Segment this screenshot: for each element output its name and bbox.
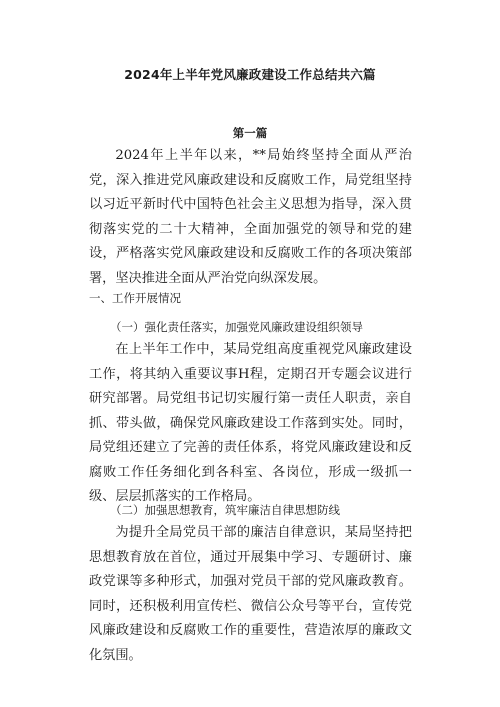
subsection-heading-2: （二）加强思想教育，筑牢廉洁自律思想防线 <box>110 503 340 517</box>
document-title: 2024年上半年党风廉政建设工作总结共六篇 <box>124 67 376 82</box>
subsection-heading-1: （一）强化责任落实，加强党风廉政建设组织领导 <box>110 320 363 334</box>
heading-work-situation: 一、工作开展情况 <box>89 291 181 305</box>
section-title: 第一篇 <box>232 126 268 140</box>
subsection-body-2: 为提升全局党员干部的廉洁自律意识，某局坚持把思想教育放在首位，通过开展集中学习、专题研讨、廉政党课等多种形式，加强对党员干部的党风廉政教育。同时，还积极利用宣传栏、微信公众号等平台，宣传党风廉政建设和反腐败工作的重要性，营造浓厚的廉政文化氛围。 <box>89 525 412 663</box>
intro-paragraph: 2024年上半年以来，**局始终坚持全面从严治党，深入推进党风廉政建设和反腐败工作，局党组坚持以习近平新时代中国特色社会主义思想为指导，深入贯彻落实党的二十大精神，全面加强党的领导和党的建设，严格落实党风廉政建设和反腐败工作的各项决策部署，坚决推进全面从严治党向纵深发展。 <box>89 148 412 286</box>
subsection-body-1: 在上半年工作中，某局党组高度重视党风廉政建设工作，将其纳入重要议事H程，定期召开专题会议进行研究部署。局党组书记切实履行第一责任人职责，亲自抓、带头做，确保党风廉政建设工作落到实处。同时，局党组还建立了完善的责任体系，将党风廉政建设和反腐败工作任务细化到各科室、各岗位，形成一级抓一级、层层抓落实的工作格局。 <box>89 342 412 504</box>
